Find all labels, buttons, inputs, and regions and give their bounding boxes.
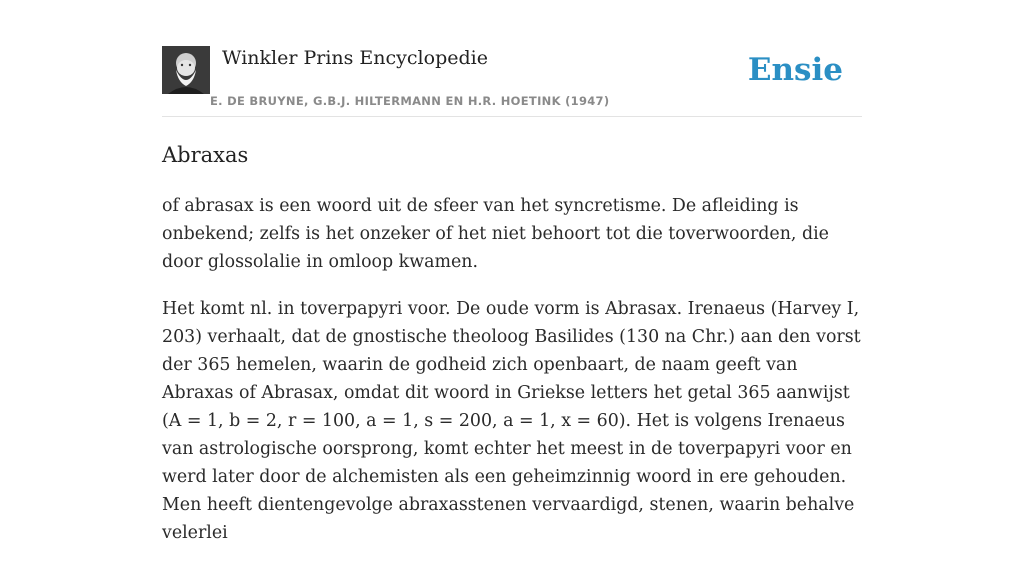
article-paragraph: Het komt nl. in toverpapyri voor. De oude vorm is Abrasax. Irenaeus (Harvey I, 203) verhaalt, dat de gnostische theoloog Basilides (130 na Chr.) aan den vorst der 365 hemelen, waarin de godheid zich openbaart, de naam geeft van Abraxas of Abrasax, omdat dit woord in Griekse letters het getal 365 aanwijst (A = 1, b = 2, r = 100, a = 1, s = 200, a = 1, x = 60). Het is volgens Irenaeus van astrologische oorsprong, komt echter het meest in de toverpapyri voor en werd later door de alchemisten als een geheimzinnig woord in ere gehouden. Men heeft dientengevolge abraxasstenen vervaardigd, stenen, waarin behalve velerlei [162, 299, 861, 543]
article-body [162, 192, 862, 566]
article-paragraph: of abrasax is een woord uit de sfeer van het syncretisme. De afleiding is onbekend; zelfs is het onzeker of het niet behoort tot die toverwoorden, die door glossolalie in omloop kwamen. [162, 196, 829, 272]
publication-authors: E. DE BRUYNE, G.B.J. HILTERMANN EN H.R. HOETINK (1947) [210, 94, 610, 108]
publication-title[interactable]: Winkler Prins Encyclopedie [222, 47, 488, 69]
publication-header [162, 0, 862, 117]
article-title: Abraxas [162, 143, 249, 167]
ensie-logo-link[interactable]: Ensie [747, 52, 843, 88]
author-portrait-icon [162, 46, 210, 94]
